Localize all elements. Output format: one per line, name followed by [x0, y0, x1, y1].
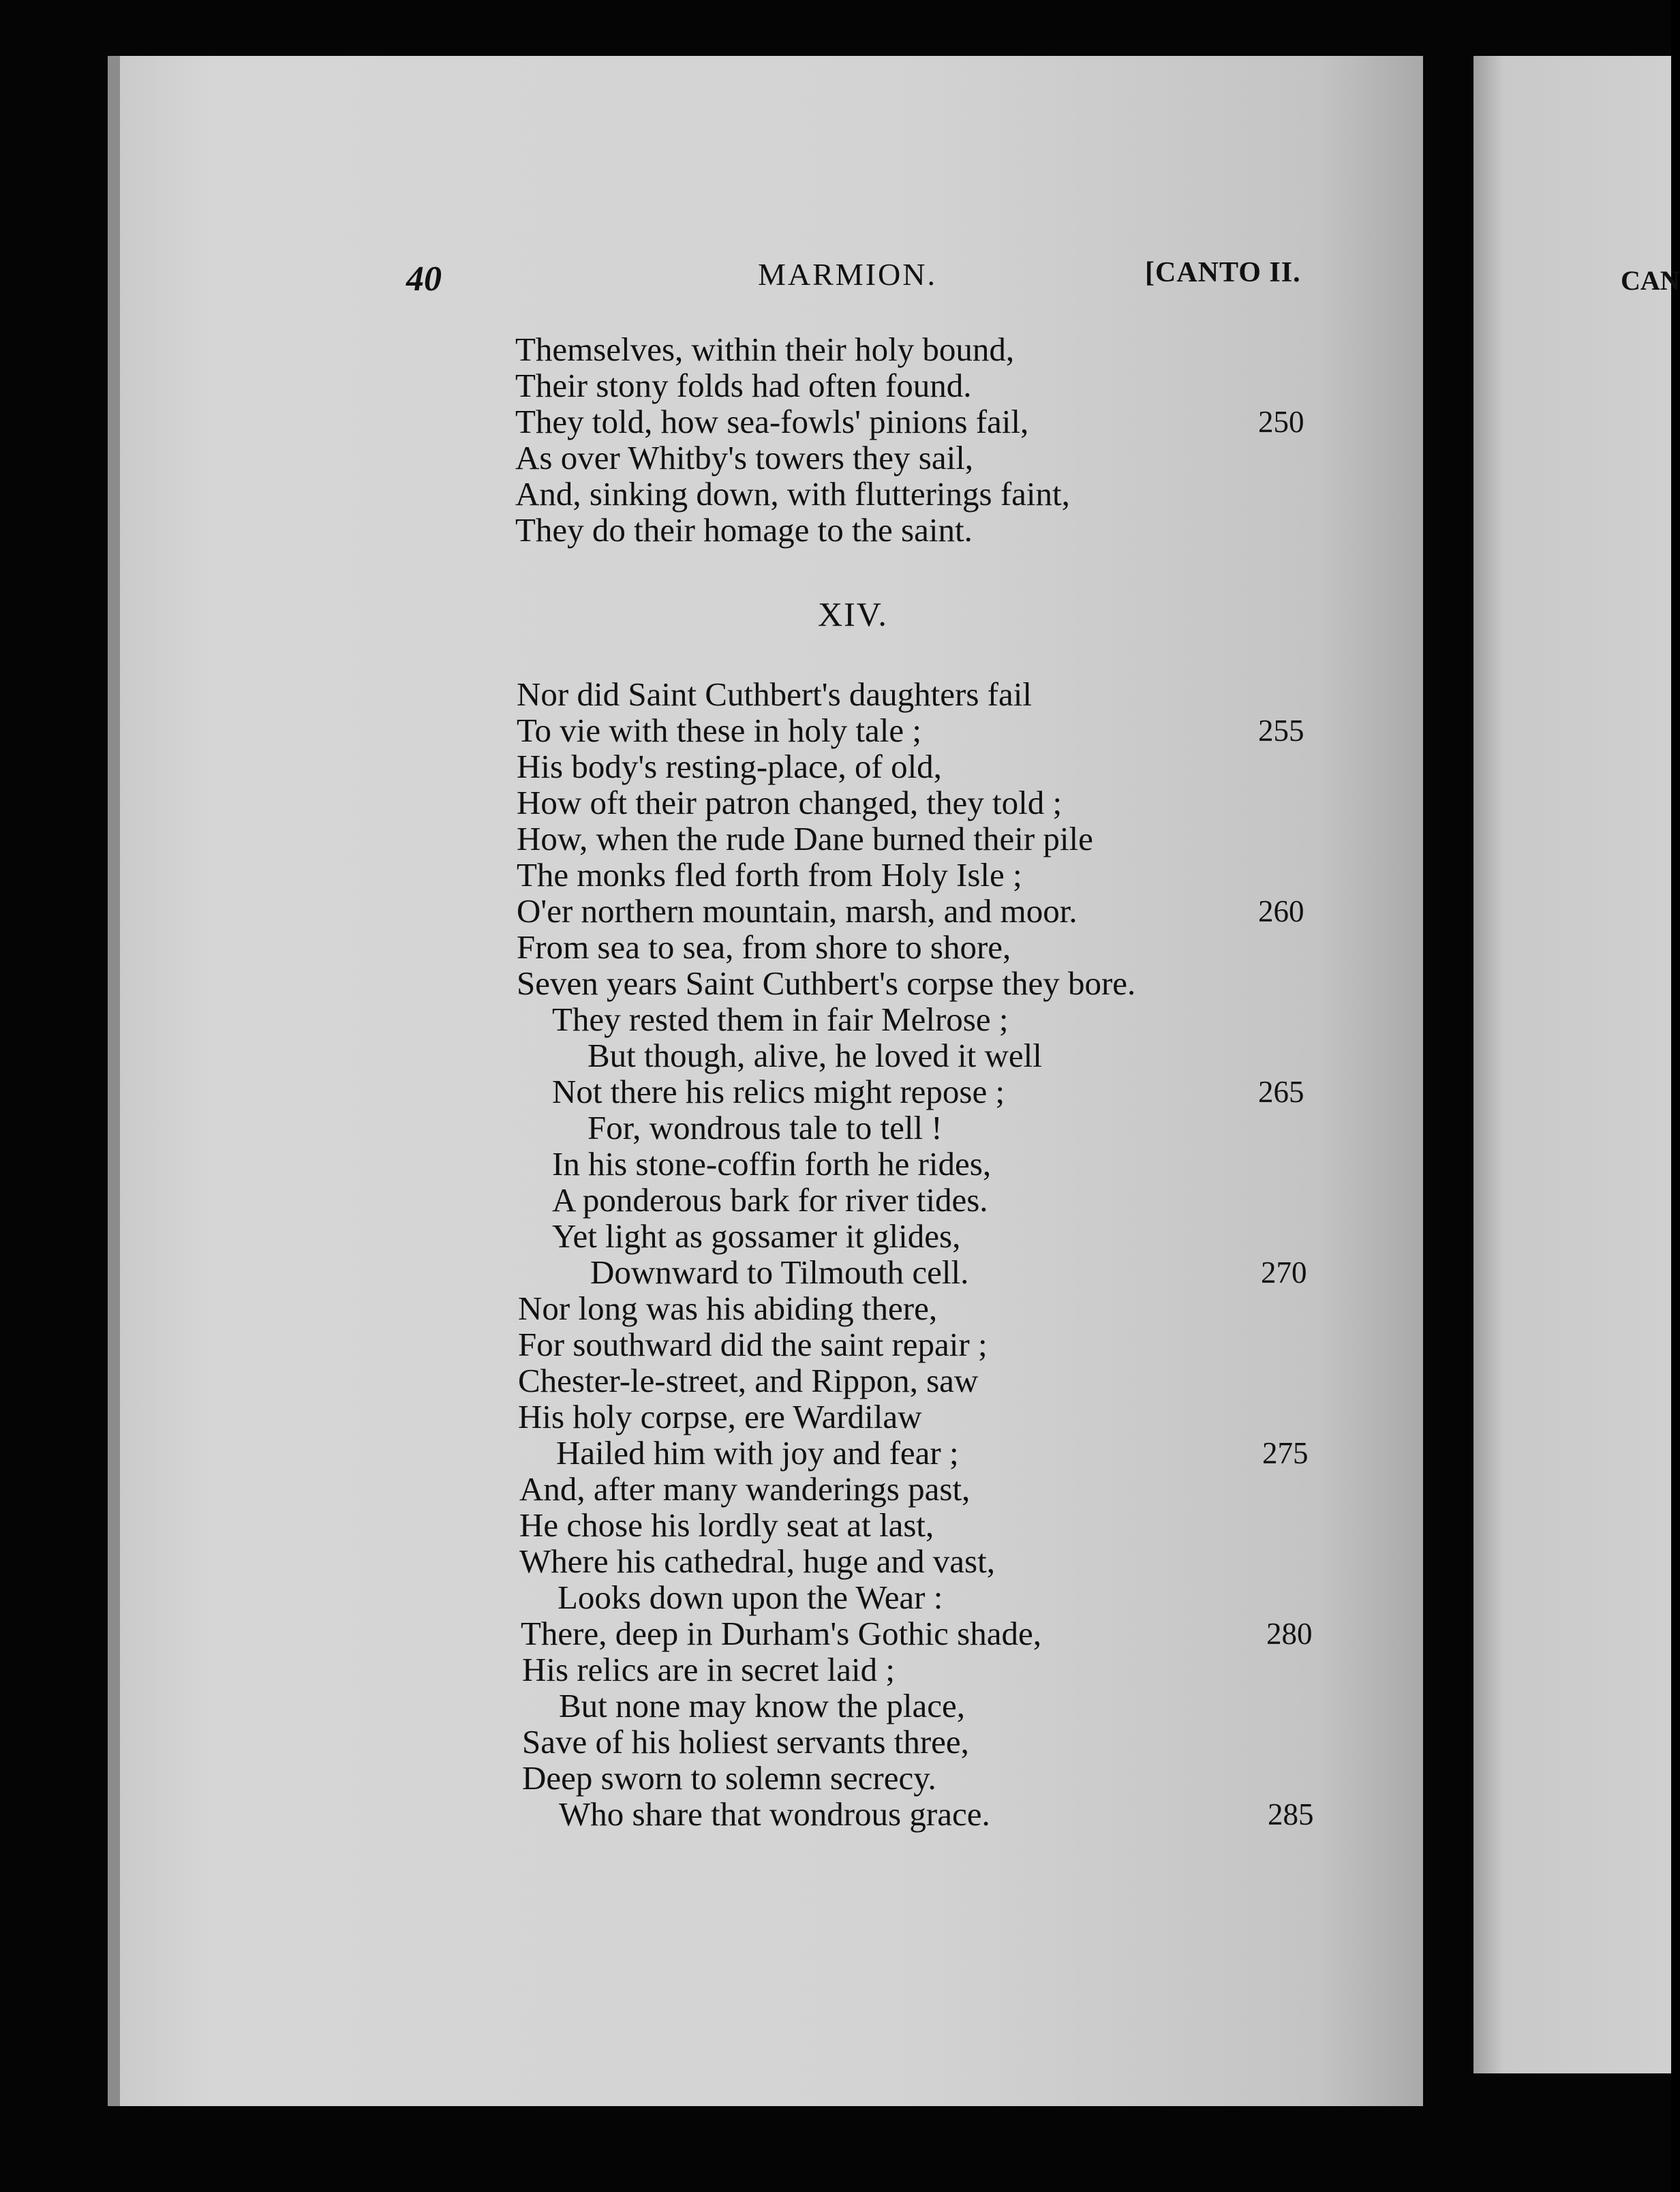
running-title: MARMION.: [758, 257, 937, 292]
verse-line: O'er northern mountain, marsh, and moor.: [517, 892, 1078, 930]
verse-line: And, after many wanderings past,: [519, 1470, 971, 1508]
verse-line: Chester-le-street, and Rippon, saw: [518, 1362, 979, 1399]
line-number: 265: [1258, 1075, 1304, 1109]
verse-line: The monks fled forth from Holy Isle ;: [517, 856, 1022, 894]
verse-line: They do their homage to the saint.: [515, 511, 973, 549]
verse-line: Where his cathedral, huge and vast,: [519, 1542, 995, 1580]
verse-line: But none may know the place,: [559, 1687, 966, 1724]
verse-line: Hailed him with joy and fear ;: [556, 1434, 959, 1472]
verse-line: Downward to Tilmouth cell.: [590, 1253, 969, 1291]
line-number: 280: [1266, 1617, 1313, 1651]
verse-line: A ponderous bark for river tides.: [552, 1181, 988, 1219]
verse-line: They told, how sea-fowls' pinions fail,: [515, 403, 1029, 440]
line-number: 250: [1258, 405, 1304, 439]
verse-line: And, sinking down, with flutterings faint,: [515, 475, 1070, 513]
line-number: 270: [1261, 1255, 1307, 1290]
line-number: 275: [1262, 1436, 1309, 1470]
verse-line: Save of his holiest servants three,: [522, 1723, 969, 1761]
verse-line: Nor did Saint Cuthbert's daughters fail: [517, 675, 1032, 713]
verse-line: Looks down upon the Wear :: [558, 1579, 943, 1616]
verse-line: For southward did the saint repair ;: [518, 1326, 988, 1363]
facing-page-header: CAN: [1621, 265, 1680, 296]
verse-line: His relics are in secret laid ;: [522, 1651, 895, 1688]
verse-line: As over Whitby's towers they sail,: [515, 439, 974, 476]
verse-line: His holy corpse, ere Wardilaw: [518, 1398, 922, 1435]
verse-line: In his stone-coffin forth he rides,: [552, 1145, 992, 1183]
verse-line: He chose his lordly seat at last,: [519, 1506, 934, 1544]
verse-line: There, deep in Durham's Gothic shade,: [521, 1615, 1041, 1652]
verse-line: Seven years Saint Cuthbert's corpse they bore.: [517, 964, 1136, 1002]
verse-line: To vie with these in holy tale ;: [517, 712, 921, 749]
verse-line: Nor long was his abiding there,: [518, 1290, 938, 1327]
verse-line: Deep sworn to solemn secrecy.: [522, 1759, 936, 1797]
verse-line: But though, alive, he loved it well: [587, 1037, 1042, 1074]
verse-line: His body's resting-place, of old,: [517, 748, 942, 785]
line-number: 255: [1258, 714, 1304, 748]
verse-line: Yet light as gossamer it glides,: [552, 1217, 961, 1255]
verse-line: Their stony folds had often found.: [515, 367, 972, 404]
line-number: 285: [1268, 1797, 1314, 1831]
verse-line: How, when the rude Dane burned their pile: [517, 820, 1093, 857]
verse-line: Not there his relics might repose ;: [552, 1073, 1005, 1110]
line-number: 260: [1258, 894, 1304, 928]
verse-line: How oft their patron changed, they told ;: [517, 784, 1063, 821]
canto-label: [CANTO II.: [1145, 257, 1301, 288]
page-number: 40: [406, 260, 442, 299]
stanza-heading: XIV.: [818, 595, 888, 633]
right-page-edge: [1473, 56, 1671, 2073]
book-gutter: [1426, 61, 1473, 2106]
verse-line: For, wondrous tale to tell !: [587, 1109, 943, 1146]
verse-line: Themselves, within their holy bound,: [515, 331, 1015, 368]
verse-line: Who share that wondrous grace.: [559, 1795, 990, 1833]
verse-line: From sea to sea, from shore to shore,: [517, 928, 1011, 966]
verse-line: They rested them in fair Melrose ;: [552, 1001, 1009, 1038]
